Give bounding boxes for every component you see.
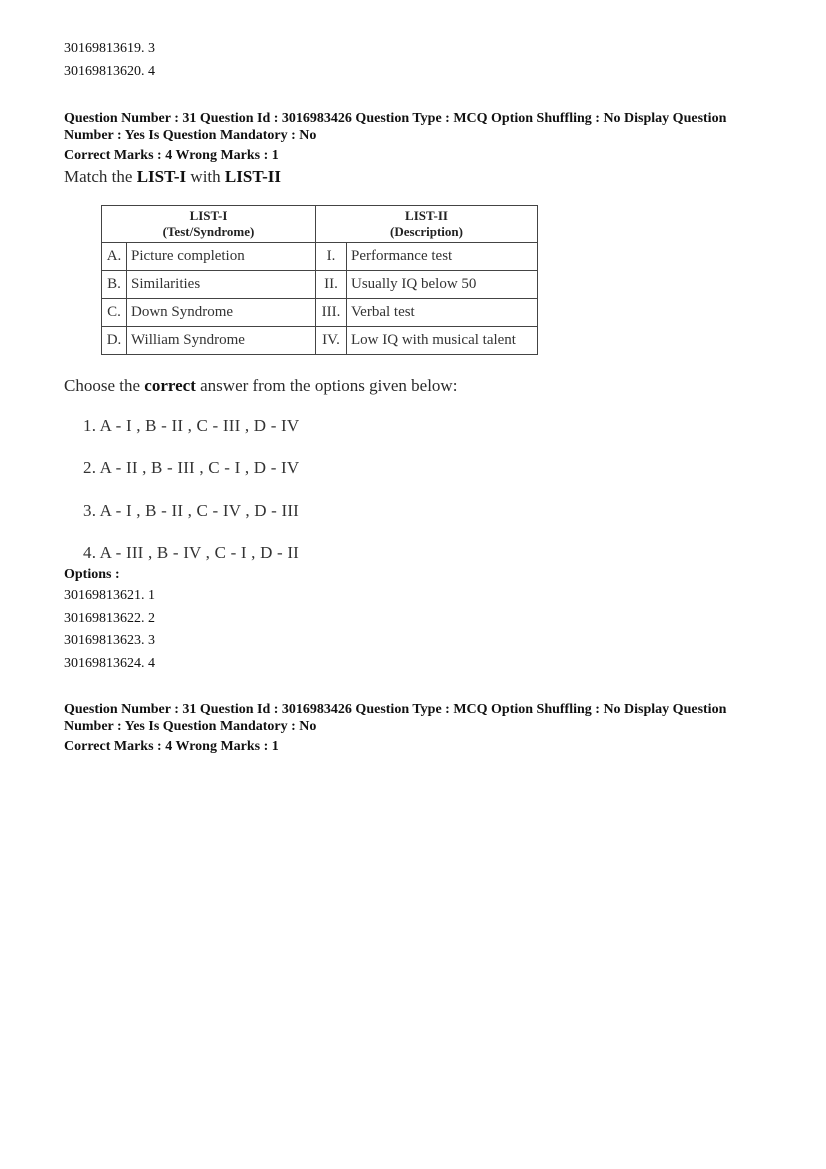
instruction-list1: LIST-I: [136, 167, 187, 186]
choose-prefix: Choose the: [64, 376, 145, 395]
list1-value: Picture completion: [127, 243, 316, 271]
next-question-marks: Correct Marks : 4 Wrong Marks : 1: [64, 739, 279, 754]
list2-value: Performance test: [347, 243, 538, 271]
list2-key: III.: [316, 299, 347, 327]
list2-key: IV.: [316, 327, 347, 355]
list1-value: Down Syndrome: [127, 299, 316, 327]
answer-choice-1: 1. A - I , B - II , C - III , D - IV: [83, 416, 300, 435]
list1-header-subtitle: (Test/Syndrome): [162, 224, 255, 239]
list2-header-subtitle: (Description): [390, 224, 463, 239]
table-row: [102, 243, 538, 271]
table-row: [102, 327, 538, 355]
option-id-3: 30169813623. 3: [64, 633, 155, 648]
next-question-header-line2: Number : Yes Is Question Mandatory : No: [64, 719, 317, 734]
question-header-line1: Question Number : 31 Question Id : 3016983426 Question Type : MCQ Option Shuffling : No Display Question: [64, 111, 727, 126]
answer-choice-2: 2. A - II , B - III , C - I , D - IV: [83, 458, 300, 477]
table-row: [102, 299, 538, 327]
answer-choice-3: 3. A - I , B - II , C - IV , D - III: [83, 501, 300, 520]
prev-option-2: 30169813620. 4: [64, 64, 155, 79]
option-id-4: 30169813624. 4: [64, 656, 155, 671]
list2-header: [316, 206, 538, 243]
answer-choice-4: 4. A - III , B - IV , C - I , D - II: [83, 543, 300, 562]
list2-value: Verbal test: [347, 299, 538, 327]
list2-key: I.: [316, 243, 347, 271]
list1-key: B.: [102, 271, 127, 299]
table-row: [102, 271, 538, 299]
list1-value: William Syndrome: [127, 327, 316, 355]
question-header-line2: Number : Yes Is Question Mandatory : No: [64, 128, 317, 143]
choose-bold: correct: [144, 376, 196, 395]
option-id-1: 30169813621. 1: [64, 588, 155, 603]
instruction-prefix: Match the: [64, 167, 137, 186]
list1-key: C.: [102, 299, 127, 327]
list1-key: D.: [102, 327, 127, 355]
list1-value: Similarities: [127, 271, 316, 299]
option-id-2: 30169813622. 2: [64, 611, 155, 626]
question-marks: Correct Marks : 4 Wrong Marks : 1: [64, 148, 279, 163]
instruction-list2: LIST-II: [224, 167, 281, 186]
choose-suffix: answer from the options given below:: [195, 376, 458, 395]
choose-instruction: [64, 376, 457, 396]
list2-value: Low IQ with musical talent: [347, 327, 538, 355]
list2-header-title: LIST-II: [405, 208, 448, 223]
list2-key: II.: [316, 271, 347, 299]
list2-value: Usually IQ below 50: [347, 271, 538, 299]
options-label: Options :: [64, 567, 120, 582]
question-instruction: [64, 167, 281, 187]
prev-option-1: 30169813619. 3: [64, 41, 155, 56]
match-table-header: [102, 206, 538, 243]
match-table: [101, 205, 538, 355]
instruction-mid: with: [186, 167, 225, 186]
next-question-header-line1: Question Number : 31 Question Id : 3016983426 Question Type : MCQ Option Shuffling : No Display Question: [64, 702, 727, 717]
list1-header-title: LIST-I: [189, 208, 228, 223]
list1-key: A.: [102, 243, 127, 271]
list1-header: [102, 206, 316, 243]
